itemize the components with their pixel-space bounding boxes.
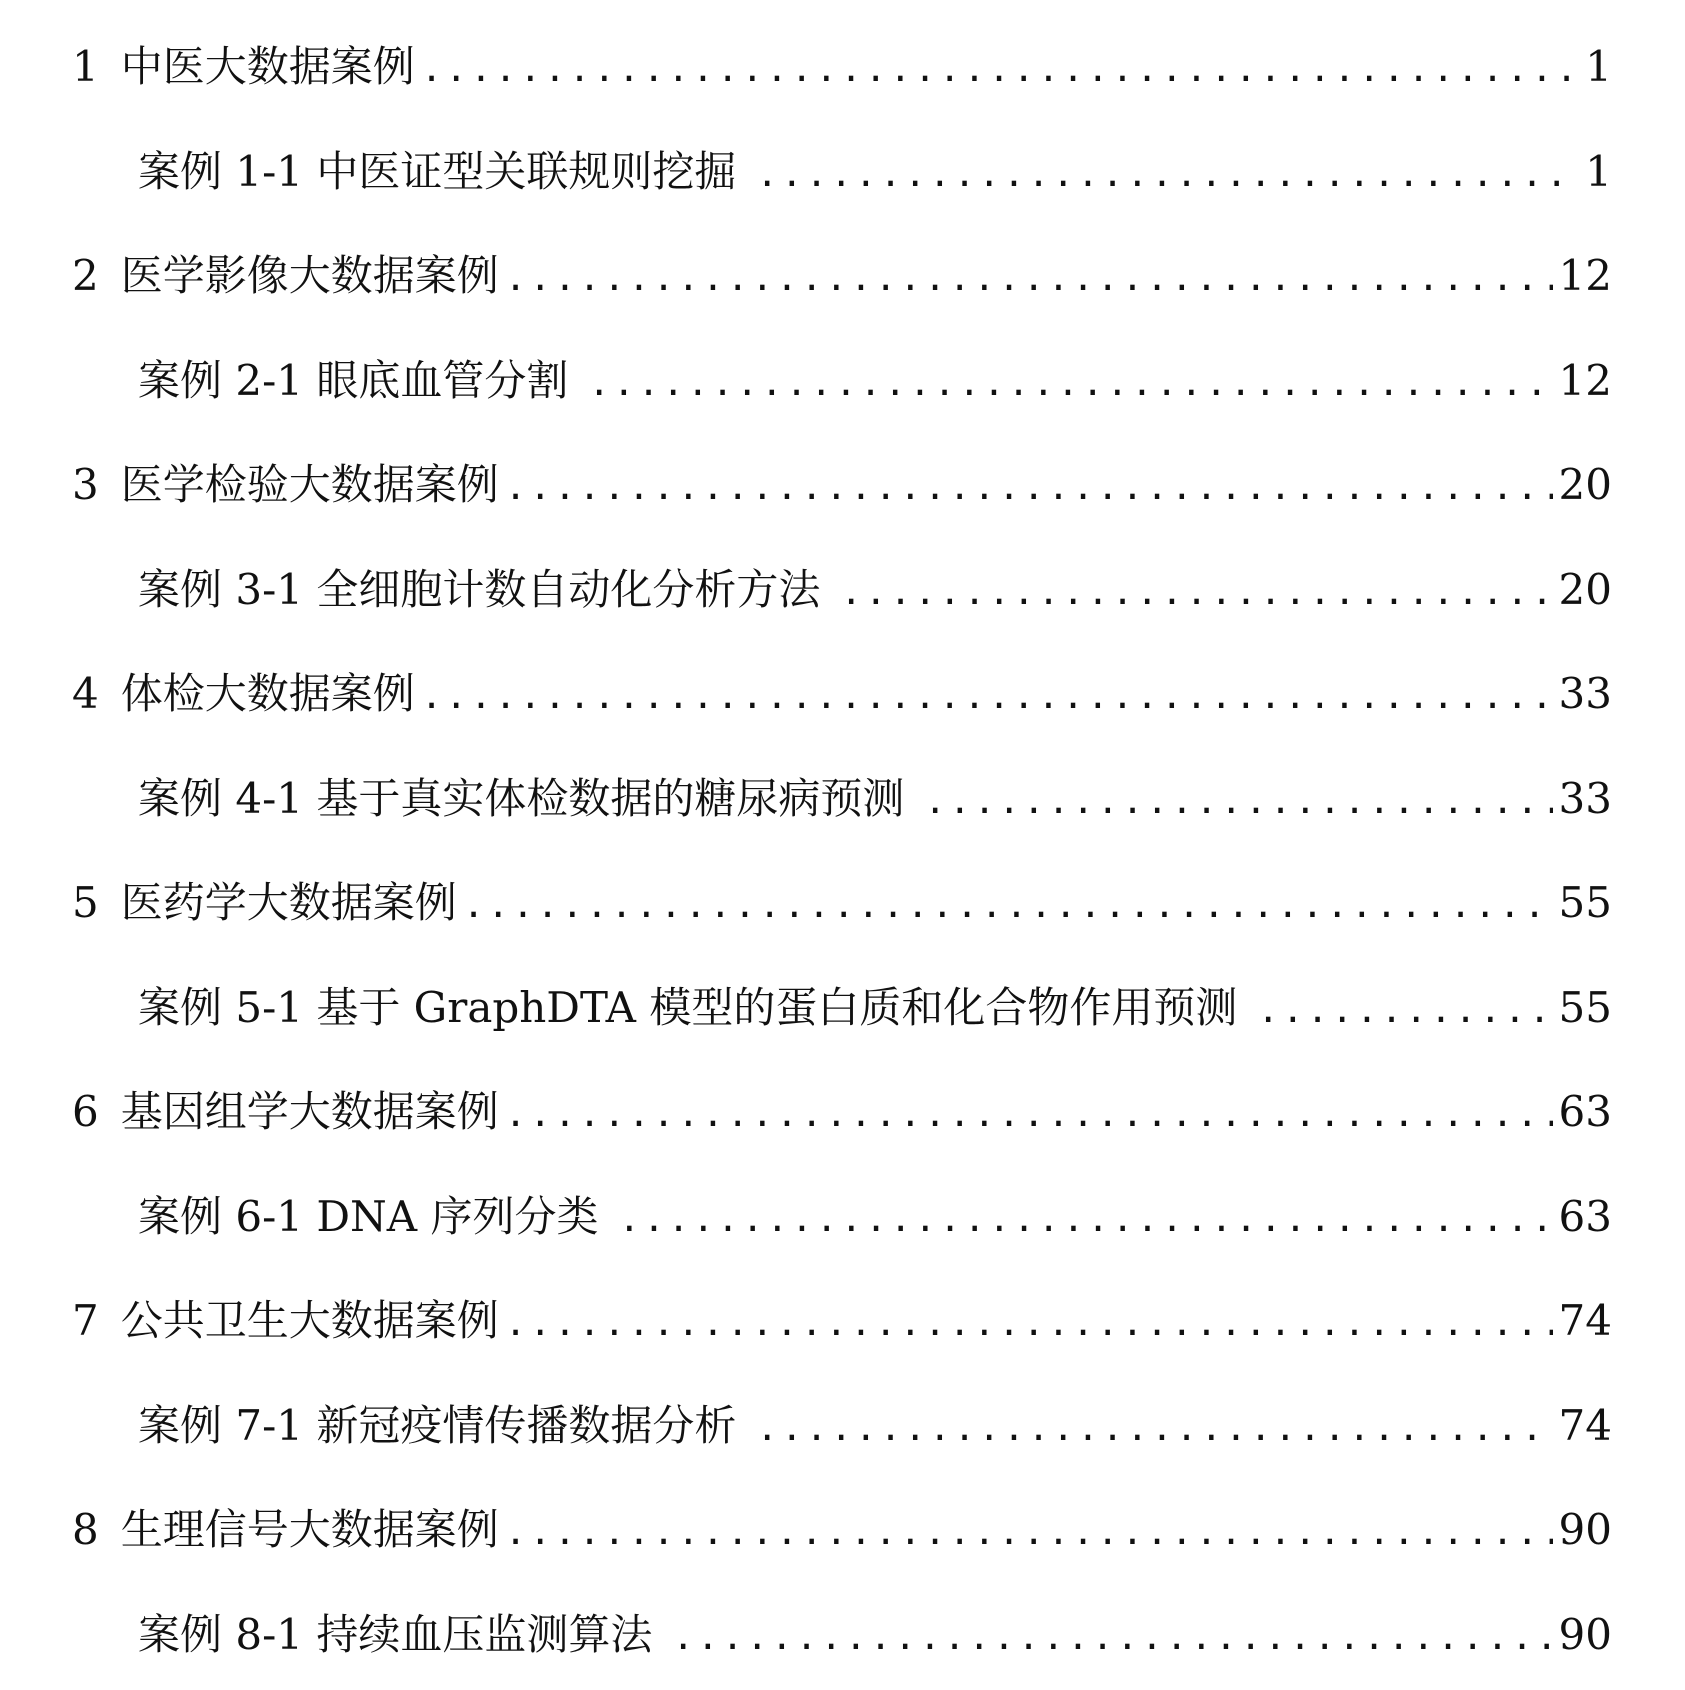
page-number: 90	[1559, 1583, 1612, 1688]
page-number: 74	[1559, 1269, 1612, 1374]
page-number: 33	[1559, 747, 1612, 852]
chapter-number: 6	[72, 1060, 99, 1165]
chapter-title: 医药学大数据案例	[121, 851, 457, 956]
case-title: 案例 6-1 DNA 序列分类	[138, 1165, 598, 1270]
page-number: 55	[1559, 851, 1612, 956]
toc-case-6-1[interactable]	[72, 1165, 1612, 1270]
dot-leader	[505, 227, 1553, 332]
chapter-title: 基因组学大数据案例	[121, 1060, 499, 1165]
dot-leader	[756, 1377, 1552, 1482]
page-number: 1	[1584, 15, 1612, 120]
page-number: 12	[1559, 329, 1612, 434]
case-title: 案例 4-1 基于真实体检数据的糖尿病预测	[138, 747, 904, 852]
toc-case-5-1[interactable]	[72, 956, 1612, 1061]
toc-case-7-1[interactable]	[72, 1374, 1612, 1479]
toc-chapter-6[interactable]	[72, 1060, 1612, 1165]
dot-leader	[756, 123, 1578, 228]
chapter-number: 7	[72, 1269, 99, 1374]
case-title: 案例 3-1 全细胞计数自动化分析方法	[138, 538, 820, 643]
case-title: 案例 2-1 眼底血管分割	[138, 329, 568, 434]
page-number: 63	[1559, 1165, 1612, 1270]
toc-case-8-1[interactable]	[72, 1583, 1612, 1688]
page-number: 63	[1559, 1060, 1612, 1165]
toc-chapter-4[interactable]	[72, 642, 1612, 747]
dot-leader	[463, 854, 1553, 959]
toc-chapter-2[interactable]	[72, 224, 1612, 329]
page-number: 55	[1559, 956, 1612, 1061]
dot-leader	[505, 436, 1553, 541]
page-number: 12	[1559, 224, 1612, 329]
toc-chapter-8[interactable]	[72, 1478, 1612, 1583]
dot-leader	[421, 645, 1553, 750]
chapter-number: 3	[72, 433, 99, 538]
dot-leader	[840, 541, 1552, 646]
chapter-title: 医学检验大数据案例	[121, 433, 499, 538]
toc-case-1-1[interactable]	[72, 120, 1612, 225]
chapter-title: 中医大数据案例	[121, 15, 415, 120]
toc-chapter-7[interactable]	[72, 1269, 1612, 1374]
dot-leader	[618, 1168, 1552, 1273]
toc-case-2-1[interactable]	[72, 329, 1612, 434]
dot-leader	[421, 18, 1578, 123]
page-number: 20	[1559, 538, 1612, 643]
chapter-title: 公共卫生大数据案例	[121, 1269, 499, 1374]
toc-chapter-3[interactable]	[72, 433, 1612, 538]
dot-leader	[505, 1481, 1553, 1586]
chapter-number: 2	[72, 224, 99, 329]
dot-leader	[588, 332, 1552, 437]
toc-case-3-1[interactable]	[72, 538, 1612, 643]
chapter-number: 5	[72, 851, 99, 956]
page-number: 33	[1559, 642, 1612, 747]
toc-chapter-5[interactable]	[72, 851, 1612, 956]
dot-leader	[1257, 959, 1552, 1064]
case-title: 案例 8-1 持续血压监测算法	[138, 1583, 652, 1688]
chapter-number: 4	[72, 642, 99, 747]
case-title: 案例 5-1 基于 GraphDTA 模型的蛋白质和化合物作用预测	[138, 956, 1237, 1061]
chapter-title: 生理信号大数据案例	[121, 1478, 499, 1583]
table-of-contents	[72, 15, 1612, 1687]
page-number: 74	[1559, 1374, 1612, 1479]
dot-leader	[672, 1586, 1552, 1690]
page-number: 1	[1584, 120, 1612, 225]
dot-leader	[924, 750, 1552, 855]
chapter-number: 8	[72, 1478, 99, 1583]
toc-case-4-1[interactable]	[72, 747, 1612, 852]
page-number: 90	[1559, 1478, 1612, 1583]
case-title: 案例 7-1 新冠疫情传播数据分析	[138, 1374, 736, 1479]
dot-leader	[505, 1272, 1553, 1377]
case-title: 案例 1-1 中医证型关联规则挖掘	[138, 120, 736, 225]
chapter-number: 1	[72, 15, 99, 120]
chapter-title: 医学影像大数据案例	[121, 224, 499, 329]
page-number: 20	[1559, 433, 1612, 538]
dot-leader	[505, 1063, 1553, 1168]
chapter-title: 体检大数据案例	[121, 642, 415, 747]
toc-chapter-1[interactable]	[72, 15, 1612, 120]
